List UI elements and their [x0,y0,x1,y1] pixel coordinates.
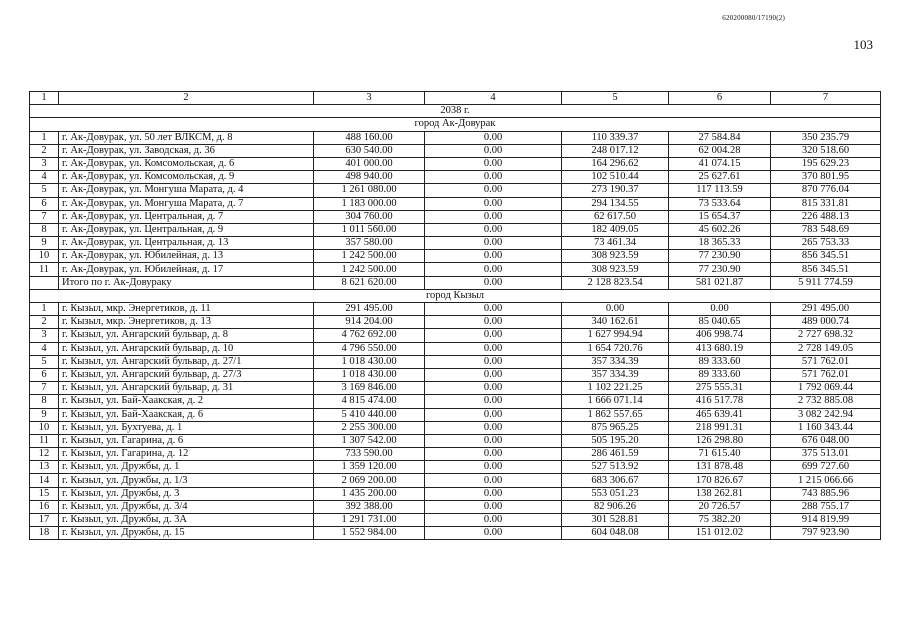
table-cell: 0.00 [425,355,562,368]
table-cell: 6 [30,197,59,210]
table-cell: 62 617.50 [562,210,669,223]
table-cell: 1 307 542.00 [314,434,425,447]
table-cell: 3 [30,157,59,170]
column-header: 3 [314,92,425,105]
table-cell: г. Ак-Довурак, ул. Комсомольская, д. 6 [59,157,314,170]
table-cell: 16 [30,500,59,513]
table-row [30,197,881,210]
total-cell: 5 911 774.59 [771,276,881,289]
table-cell: г. Кызыл, ул. Гагарина, д. 12 [59,448,314,461]
table-row [30,474,881,487]
table-cell: 0.00 [425,197,562,210]
total-row [30,276,881,289]
table-cell: 5 410 440.00 [314,408,425,421]
table-cell: 75 382.20 [669,514,771,527]
table-cell: 45 602.26 [669,223,771,236]
table-cell: 13 [30,461,59,474]
total-cell: 8 621 620.00 [314,276,425,289]
table-cell: 2 728 149.05 [771,342,881,355]
table-cell: 218 991.31 [669,421,771,434]
table-cell: 875 965.25 [562,421,669,434]
table-cell: 630 540.00 [314,144,425,157]
table-cell: 273 190.37 [562,184,669,197]
table-cell: 0.00 [425,263,562,276]
table-cell: 11 [30,263,59,276]
column-header: 6 [669,92,771,105]
table-cell: 117 113.59 [669,184,771,197]
table-cell: 357 580.00 [314,237,425,250]
table-row [30,527,881,540]
table-cell: 308 923.59 [562,250,669,263]
table-cell: 0.00 [425,342,562,355]
table-cell: 82 906.26 [562,500,669,513]
table-cell: 0.00 [425,157,562,170]
table-cell: 18 [30,527,59,540]
total-cell: Итого по г. Ак-Довураку [59,276,314,289]
table-cell: г. Кызыл, ул. Дружбы, д. 1 [59,461,314,474]
table-cell: 604 048.08 [562,527,669,540]
table-cell: 0.00 [425,500,562,513]
table-cell: 0.00 [425,131,562,144]
table-row [30,250,881,263]
table-cell: 1 160 343.44 [771,421,881,434]
table-row [30,237,881,250]
table-row [30,382,881,395]
table-cell: 0.00 [425,210,562,223]
table-cell: 406 998.74 [669,329,771,342]
table-row [30,395,881,408]
table-cell: 683 306.67 [562,474,669,487]
table-cell: 182 409.05 [562,223,669,236]
table-row [30,303,881,316]
table-cell: г. Кызыл, ул. Ангарский бульвар, д. 8 [59,329,314,342]
table-cell: 308 923.59 [562,263,669,276]
table-cell: 465 639.41 [669,408,771,421]
table-row [30,514,881,527]
table-cell: 498 940.00 [314,171,425,184]
table-cell: 7 [30,382,59,395]
table-cell: 62 004.28 [669,144,771,157]
table-cell: 0.00 [425,171,562,184]
table-cell: 1 011 560.00 [314,223,425,236]
section-title: город Ак-Довурак [30,118,881,131]
table-cell: 4 [30,171,59,184]
table-cell: 0.00 [425,434,562,447]
table-cell: 226 488.13 [771,210,881,223]
table-cell: г. Кызыл, ул. Ангарский бульвар, д. 31 [59,382,314,395]
year-row [30,105,881,118]
table-cell: 27 584.84 [669,131,771,144]
table-cell: 4 [30,342,59,355]
table-cell: 0.00 [425,395,562,408]
table-cell: 71 615.40 [669,448,771,461]
table-row [30,223,881,236]
table-cell: г. Кызыл, ул. Дружбы, д. 3 [59,487,314,500]
table-cell: 1 435 200.00 [314,487,425,500]
table-cell: 416 517.78 [669,395,771,408]
table-cell: 1 792 069.44 [771,382,881,395]
table-cell: 9 [30,408,59,421]
table-cell: 0.00 [425,474,562,487]
column-number-row [30,92,881,105]
table-cell: 489 000.74 [771,316,881,329]
total-cell: 0.00 [425,276,562,289]
total-cell: 581 021.87 [669,276,771,289]
table-cell: 0.00 [669,303,771,316]
table-cell: 0.00 [425,461,562,474]
table-cell: 1 183 000.00 [314,197,425,210]
table-cell: 0.00 [425,421,562,434]
table-cell: г. Кызыл, мкр. Энергетиков, д. 13 [59,316,314,329]
table-row [30,421,881,434]
table-cell: 870 776.04 [771,184,881,197]
table-cell: 571 762.01 [771,368,881,381]
table-cell: 2 069 200.00 [314,474,425,487]
table-cell: 2 727 698.32 [771,329,881,342]
table-cell: 248 017.12 [562,144,669,157]
table-cell: 10 [30,250,59,263]
table-cell: г. Ак-Довурак, ул. Заводская, д. 36 [59,144,314,157]
table-cell: 357 334.39 [562,368,669,381]
table-cell: г. Ак-Довурак, ул. Комсомольская, д. 9 [59,171,314,184]
table-cell: г. Ак-Довурак, ул. Юбилейная, д. 17 [59,263,314,276]
table-cell: 1 666 071.14 [562,395,669,408]
table-cell: 676 048.00 [771,434,881,447]
table-cell: 6 [30,368,59,381]
table-cell: 4 762 692.00 [314,329,425,342]
table-cell: 164 296.62 [562,157,669,170]
table-cell: г. Ак-Довурак, ул. Монгуша Марата, д. 4 [59,184,314,197]
table-cell: 291 495.00 [771,303,881,316]
section-title-row [30,118,881,131]
table-cell: 286 461.59 [562,448,669,461]
table-cell: 1 654 720.76 [562,342,669,355]
table-cell: 11 [30,434,59,447]
table-row [30,316,881,329]
table-cell: 151 012.02 [669,527,771,540]
document-code: 620200080/17190(2) [722,14,785,22]
table-cell: г. Кызыл, ул. Бай-Хаакская, д. 6 [59,408,314,421]
table-cell: 0.00 [562,303,669,316]
table-cell: 392 388.00 [314,500,425,513]
table-cell: 89 333.60 [669,355,771,368]
table-cell: 265 753.33 [771,237,881,250]
table-cell: 126 298.80 [669,434,771,447]
table-cell: 301 528.81 [562,514,669,527]
table-cell: 370 801.95 [771,171,881,184]
table-cell: 5 [30,355,59,368]
table-cell: 2 732 885.08 [771,395,881,408]
table-cell: 15 654.37 [669,210,771,223]
table-cell: 1 359 120.00 [314,461,425,474]
table-cell: 320 518.60 [771,144,881,157]
table-cell: 1 215 066.66 [771,474,881,487]
table-cell: г. Кызыл, мкр. Энергетиков, д. 11 [59,303,314,316]
year-label: 2038 г. [30,105,881,118]
table-cell: 350 235.79 [771,131,881,144]
table-cell: 18 365.33 [669,237,771,250]
table-cell: 413 680.19 [669,342,771,355]
table-cell: 1 242 500.00 [314,263,425,276]
table-cell: 488 160.00 [314,131,425,144]
table-row [30,263,881,276]
table-row [30,500,881,513]
page-number: 103 [853,37,873,52]
total-cell: 2 128 823.54 [562,276,669,289]
table-cell: 1 018 430.00 [314,368,425,381]
table-cell: 110 339.37 [562,131,669,144]
table-cell: г. Кызыл, ул. Ангарский бульвар, д. 10 [59,342,314,355]
table-cell: 89 333.60 [669,368,771,381]
table-cell: 2 [30,144,59,157]
table-cell: 73 533.64 [669,197,771,210]
table-cell: 0.00 [425,448,562,461]
table-cell: 1 261 080.00 [314,184,425,197]
table-row [30,355,881,368]
table-cell: 102 510.44 [562,171,669,184]
table-cell: 0.00 [425,514,562,527]
table-cell: г. Кызыл, ул. Дружбы, д. 15 [59,527,314,540]
table-cell: 291 495.00 [314,303,425,316]
table-cell: 1 [30,131,59,144]
table-cell: 1 291 731.00 [314,514,425,527]
table-cell: 0.00 [425,487,562,500]
table-cell: 131 878.48 [669,461,771,474]
table-cell: г. Ак-Довурак, ул. Монгуша Марата, д. 7 [59,197,314,210]
table-cell: 4 815 474.00 [314,395,425,408]
table-cell: 0.00 [425,144,562,157]
table-cell: 1 862 557.65 [562,408,669,421]
column-header: 1 [30,92,59,105]
table-cell: 797 923.90 [771,527,881,540]
table-row [30,144,881,157]
table-cell: 1 627 994.94 [562,329,669,342]
table-cell: 733 590.00 [314,448,425,461]
table-cell: 0.00 [425,527,562,540]
table-cell: г. Ак-Довурак, ул. 50 лет ВЛКСМ, д. 8 [59,131,314,144]
table-cell: 0.00 [425,223,562,236]
table-cell: 0.00 [425,368,562,381]
table-cell: 41 074.15 [669,157,771,170]
table-cell: 527 513.92 [562,461,669,474]
table-cell: г. Кызыл, ул. Дружбы, д. 3/4 [59,500,314,513]
table-cell: 1 552 984.00 [314,527,425,540]
data-table [29,91,881,540]
table-row [30,448,881,461]
table-cell: 8 [30,395,59,408]
table-cell: 10 [30,421,59,434]
table-cell: 401 000.00 [314,157,425,170]
table-cell: 3 082 242.94 [771,408,881,421]
table-cell: г. Кызыл, ул. Бухтуева, д. 1 [59,421,314,434]
table-cell: 275 555.31 [669,382,771,395]
table-cell: г. Кызыл, ул. Дружбы, д. 1/3 [59,474,314,487]
table-cell: г. Ак-Довурак, ул. Юбилейная, д. 13 [59,250,314,263]
table-cell: 195 629.23 [771,157,881,170]
table-cell: 20 726.57 [669,500,771,513]
table-cell: 357 334.39 [562,355,669,368]
table-cell: 0.00 [425,250,562,263]
table-cell: 15 [30,487,59,500]
table-cell: 2 255 300.00 [314,421,425,434]
table-cell: 77 230.90 [669,250,771,263]
table-cell: 288 755.17 [771,500,881,513]
table-cell: 914 204.00 [314,316,425,329]
table-cell: г. Ак-Довурак, ул. Центральная, д. 13 [59,237,314,250]
table-row [30,368,881,381]
table-cell: 0.00 [425,408,562,421]
table-cell: 8 [30,223,59,236]
section-title-row [30,289,881,302]
table-cell: 783 548.69 [771,223,881,236]
table-cell: г. Кызыл, ул. Гагарина, д. 6 [59,434,314,447]
table-cell: 73 461.34 [562,237,669,250]
table-cell: г. Кызыл, ул. Ангарский бульвар, д. 27/3 [59,368,314,381]
column-header: 2 [59,92,314,105]
table-cell: 375 513.01 [771,448,881,461]
table-cell: 170 826.67 [669,474,771,487]
table-cell: 571 762.01 [771,355,881,368]
table-cell: 85 040.65 [669,316,771,329]
table-row [30,342,881,355]
table-cell: 0.00 [425,184,562,197]
table-cell: г. Кызыл, ул. Ангарский бульвар, д. 27/1 [59,355,314,368]
table-cell: 699 727.60 [771,461,881,474]
table-cell: 0.00 [425,382,562,395]
column-header: 7 [771,92,881,105]
table-cell: 856 345.51 [771,250,881,263]
table-cell: 25 627.61 [669,171,771,184]
table-cell: 553 051.23 [562,487,669,500]
table-cell: 17 [30,514,59,527]
table-row [30,329,881,342]
table-cell: 815 331.81 [771,197,881,210]
table-row [30,434,881,447]
table-cell: 1 242 500.00 [314,250,425,263]
table-row [30,157,881,170]
table-row [30,408,881,421]
table-cell: 304 760.00 [314,210,425,223]
table-row [30,210,881,223]
table-row [30,184,881,197]
table-cell: 505 195.20 [562,434,669,447]
table-cell: 7 [30,210,59,223]
table-body [30,92,881,540]
table-cell: 138 262.81 [669,487,771,500]
table-cell: 0.00 [425,237,562,250]
column-header: 4 [425,92,562,105]
table-cell: г. Кызыл, ул. Бай-Хаакская, д. 2 [59,395,314,408]
table-cell: 4 796 550.00 [314,342,425,355]
column-header: 5 [562,92,669,105]
table-cell: 2 [30,316,59,329]
table-cell: 1 102 221.25 [562,382,669,395]
table-cell: г. Ак-Довурак, ул. Центральная, д. 7 [59,210,314,223]
table-cell: 743 885.96 [771,487,881,500]
table-cell: 340 162.61 [562,316,669,329]
table-cell: 12 [30,448,59,461]
table-cell: 5 [30,184,59,197]
table-cell: г. Кызыл, ул. Дружбы, д. 3А [59,514,314,527]
table-cell: 914 819.99 [771,514,881,527]
table-cell: 0.00 [425,316,562,329]
table-cell: 856 345.51 [771,263,881,276]
total-cell [30,276,59,289]
section-title: город Кызыл [30,289,881,302]
table-cell: 0.00 [425,329,562,342]
table-cell: 77 230.90 [669,263,771,276]
table-row [30,171,881,184]
table-cell: 1 [30,303,59,316]
table-cell: 294 134.55 [562,197,669,210]
table-cell: 14 [30,474,59,487]
table-row [30,131,881,144]
table-cell: 1 018 430.00 [314,355,425,368]
table-row [30,487,881,500]
table-cell: 0.00 [425,303,562,316]
table-cell: 3 [30,329,59,342]
table-cell: 3 169 846.00 [314,382,425,395]
table-cell: 9 [30,237,59,250]
table-row [30,461,881,474]
table-cell: г. Ак-Довурак, ул. Центральная, д. 9 [59,223,314,236]
